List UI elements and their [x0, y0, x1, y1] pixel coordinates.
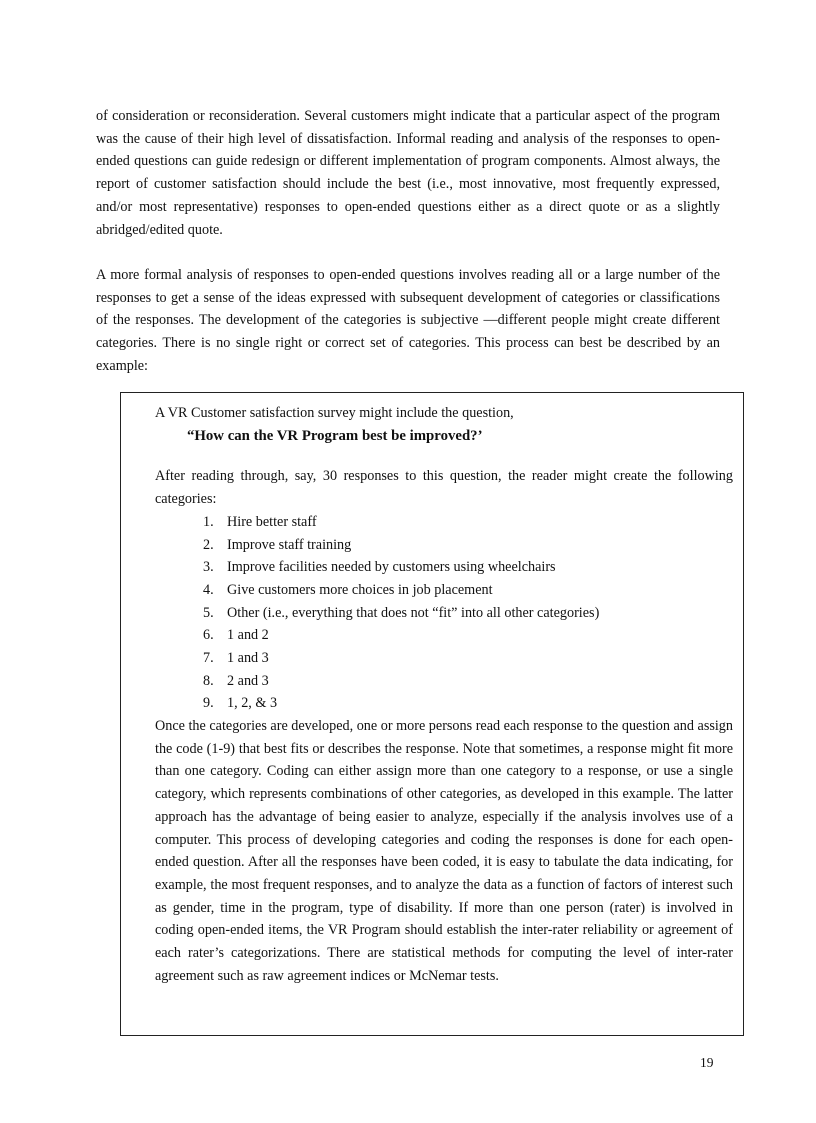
category-text: Hire better staff [227, 513, 317, 530]
category-item [155, 579, 733, 602]
body-paragraph-2: A more formal analysis of responses to open-ended questions involves reading all or a large number of the responses to get a sense of the ideas expressed with subsequent development of categories or classifications of the responses. The development of the categories is subjective —different people might create different categories. There is no single right or correct set of categories. This process can best be described by an example: [96, 267, 720, 374]
category-item [155, 670, 733, 693]
page-number: 19 [700, 1055, 714, 1070]
category-number: 1. [203, 513, 214, 530]
category-item [155, 624, 733, 647]
category-text: Give customers more choices in job placement [227, 581, 493, 598]
category-text: 1, 2, & 3 [227, 695, 278, 712]
example-content [155, 402, 733, 987]
category-text: Improve facilities needed by customers using wheelchairs [227, 559, 556, 576]
example-question: “How can the VR Program best be improved?’ [187, 427, 483, 444]
category-text: 1 and 3 [227, 649, 269, 666]
example-closing: Once the categories are developed, one or more persons read each response to the question and assign the code (1-9) that best fits or describes the response. Note that sometimes, a response might fit more than one category. Coding can either assign more than one category to a response, or use a single category, which represents combinations of other categories, as developed in this example. The latter approach has the advantage of being easier to analyze, especially if the analysis involves use of a computer. This process of developing categories and coding the responses is done for each open-ended question. After all the responses have been coded, it is easy to tabulate the data indicating, for example, the most frequent responses, and to analyze the data as a function of factors of interest such as gender, time in the program, type of disability. If more than one person (rater) is involved in coding open-ended items, the VR Program should establish the inter-rater reliability or agreement of each rater’s categorizations. There are statistical methods for computing the level of inter-rater agreement such as raw agreement indices or McNemar tests. [155, 718, 733, 984]
category-item [155, 602, 733, 625]
category-text: Improve staff training [227, 536, 352, 553]
category-item [155, 534, 733, 557]
category-number: 3. [203, 559, 214, 576]
category-text: 2 and 3 [227, 672, 269, 689]
category-item [155, 647, 733, 670]
category-number: 2. [203, 536, 214, 553]
category-item [155, 511, 733, 534]
body-paragraph-1: of consideration or reconsideration. Several customers might indicate that a particular aspect of the program was the cause of their high level of dissatisfaction. Informal reading and analysis of the responses to open-ended questions can guide redesign or different implementation of program components. Almost always, the report of customer satisfaction should include the best (i.e., most innovative, most frequently expressed, and/or most representative) responses to open-ended questions either as a direct quote or as a slightly abridged/edited quote. [96, 108, 720, 238]
category-item [155, 692, 733, 715]
example-box [120, 392, 744, 1036]
category-list [155, 511, 733, 715]
category-item [155, 556, 733, 579]
category-number: 9. [203, 695, 214, 712]
category-number: 8. [203, 672, 214, 689]
example-lead: After reading through, say, 30 responses to this question, the reader might create the following categories: [155, 468, 733, 508]
category-number: 5. [203, 604, 214, 621]
category-text: 1 and 2 [227, 627, 269, 644]
category-text: Other (i.e., everything that does not “fit” into all other categories) [227, 604, 600, 621]
category-number: 6. [203, 627, 214, 644]
category-number: 4. [203, 581, 214, 598]
example-intro: A VR Customer satisfaction survey might include the question, [155, 405, 514, 421]
category-number: 7. [203, 649, 214, 666]
